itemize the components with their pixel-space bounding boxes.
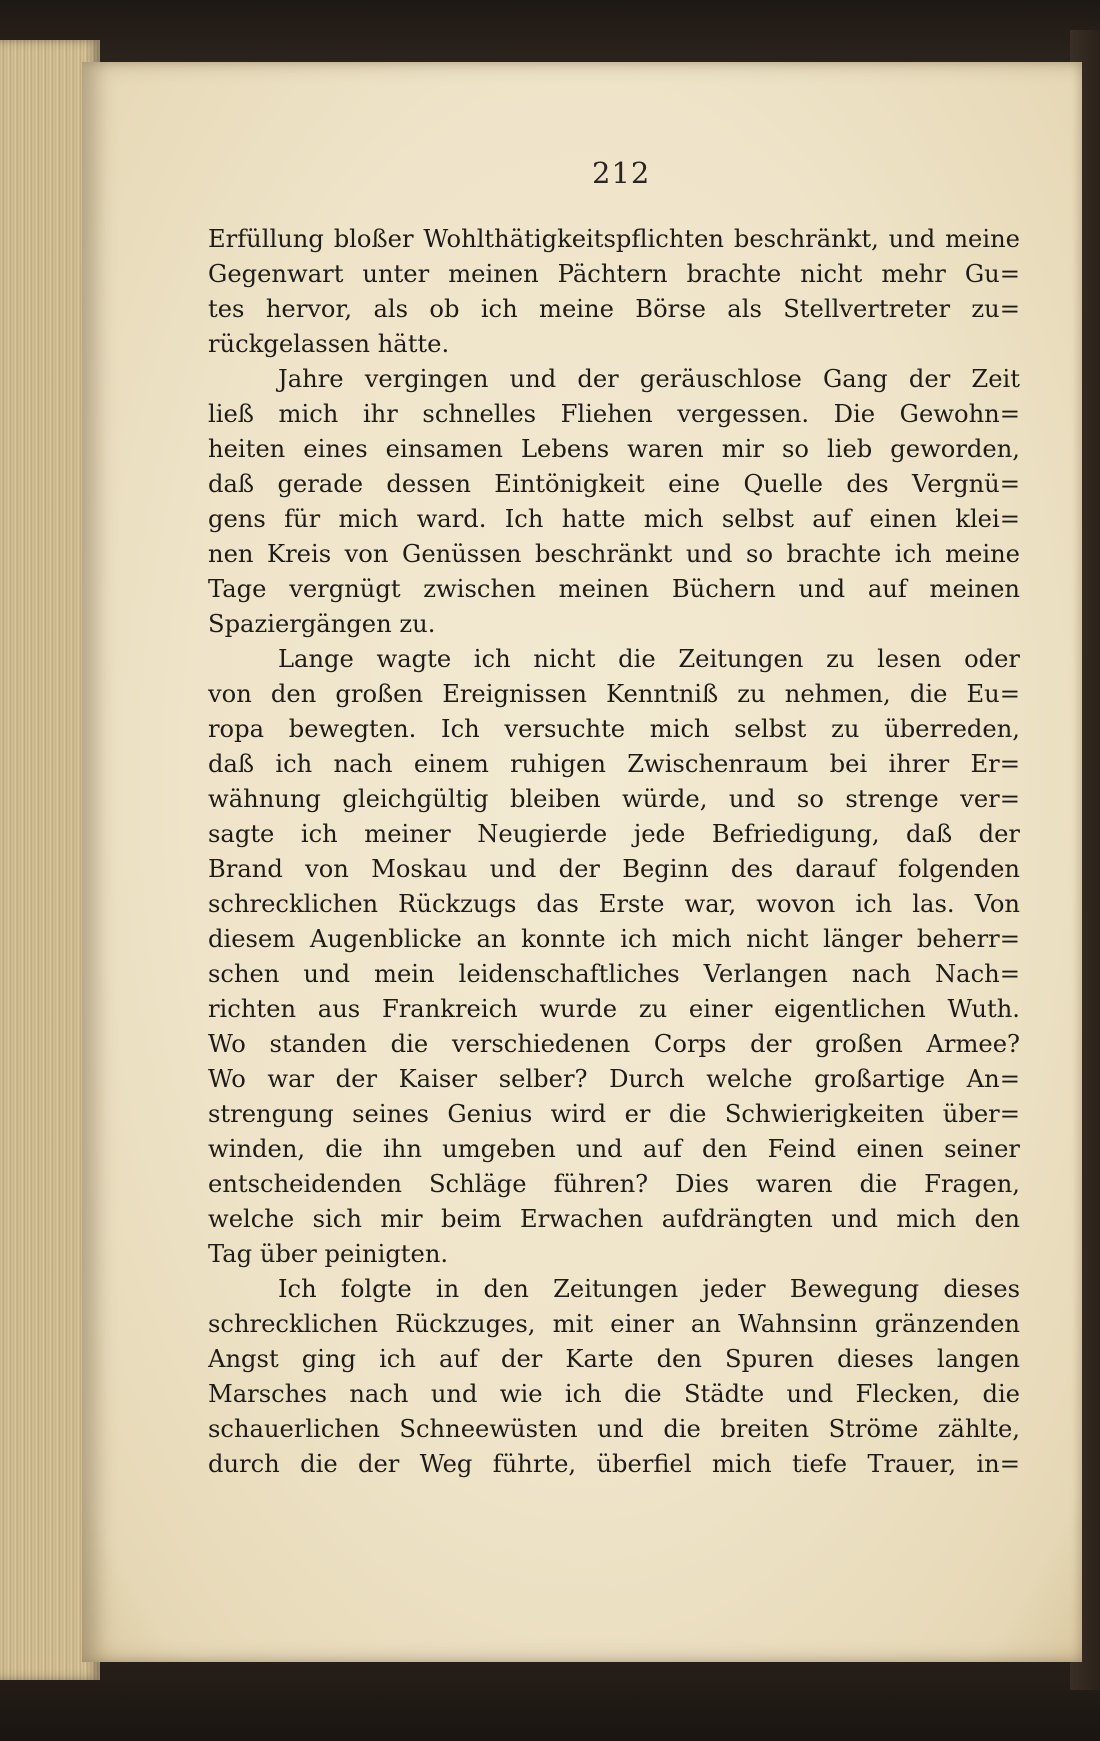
page-number: 212 — [592, 156, 651, 190]
text-line: heiten eines einsamen Lebens waren mir so lieb geworden, — [208, 435, 1020, 463]
text-line: gens für mich ward. Ich hatte mich selbst auf einen klei= — [208, 505, 1020, 533]
text-line: Wo standen die verschiedenen Corps der großen Armee? — [208, 1030, 1020, 1058]
text-line: Tag über peinigten. — [208, 1240, 449, 1268]
text-line: Brand von Moskau und der Beginn des darauf folgenden — [208, 855, 1020, 883]
text-line: durch die der Weg führte, überfiel mich tiefe Trauer, in= — [208, 1450, 1020, 1478]
text-line: Ich folgte in den Zeitungen jeder Bewegung dieses — [278, 1275, 1020, 1303]
text-line: richten aus Frankreich wurde zu einer eigentlichen Wuth. — [208, 995, 1020, 1023]
text-line: Wo war der Kaiser selber? Durch welche großartige An= — [208, 1065, 1020, 1093]
text-line: entscheidenden Schläge führen? Dies waren die Fragen, — [208, 1170, 1020, 1198]
text-line: rückgelassen hätte. — [208, 330, 450, 358]
text-line: wähnung gleichgültig bleiben würde, und so strenge ver= — [208, 785, 1020, 813]
text-line: Erfüllung bloßer Wohlthätigkeitspflichten beschränkt, und meine — [208, 225, 1020, 253]
text-line: schrecklichen Rückzugs das Erste war, wovon ich las. Von — [208, 890, 1020, 918]
text-line: daß ich nach einem ruhigen Zwischenraum bei ihrer Er= — [208, 750, 1020, 778]
page-text — [208, 222, 1020, 1482]
text-line: daß gerade dessen Eintönigkeit eine Quelle des Vergnü= — [208, 470, 1020, 498]
text-line: Tage vergnügt zwischen meinen Büchern und auf meinen — [208, 575, 1020, 603]
text-line: Lange wagte ich nicht die Zeitungen zu lesen oder — [278, 645, 1020, 673]
text-line: ließ mich ihr schnelles Fliehen vergessen. Die Gewohn= — [208, 400, 1020, 428]
text-line: sagte ich meiner Neugierde jede Befriedigung, daß der — [208, 820, 1020, 848]
text-line: nen Kreis von Genüssen beschränkt und so brachte ich meine — [208, 540, 1020, 568]
text-line: Angst ging ich auf der Karte den Spuren dieses langen — [208, 1345, 1020, 1373]
text-line: winden, die ihn umgeben und auf den Feind einen seiner — [208, 1135, 1020, 1163]
text-line: Marsches nach und wie ich die Städte und Flecken, die — [208, 1380, 1020, 1408]
text-line: diesem Augenblicke an konnte ich mich nicht länger beherr= — [208, 925, 1020, 953]
text-line: schen und mein leidenschaftliches Verlangen nach Nach= — [208, 960, 1020, 988]
text-line: welche sich mir beim Erwachen aufdrängten und mich den — [208, 1205, 1020, 1233]
text-line: schauerlichen Schneewüsten und die breiten Ströme zählte, — [208, 1415, 1020, 1443]
text-line: Spaziergängen zu. — [208, 610, 436, 638]
text-line: Gegenwart unter meinen Pächtern brachte nicht mehr Gu= — [208, 260, 1020, 288]
text-line: tes hervor, als ob ich meine Börse als Stellvertreter zu= — [208, 295, 1020, 323]
text-line: ropa bewegten. Ich versuchte mich selbst zu überreden, — [208, 715, 1020, 743]
text-line: Jahre vergingen und der geräuschlose Gang der Zeit — [278, 365, 1020, 393]
text-line: schrecklichen Rückzuges, mit einer an Wahnsinn gränzenden — [208, 1310, 1020, 1338]
text-line: von den großen Ereignissen Kenntniß zu nehmen, die Eu= — [208, 680, 1020, 708]
text-line: strengung seines Genius wird er die Schwierigkeiten über= — [208, 1100, 1020, 1128]
